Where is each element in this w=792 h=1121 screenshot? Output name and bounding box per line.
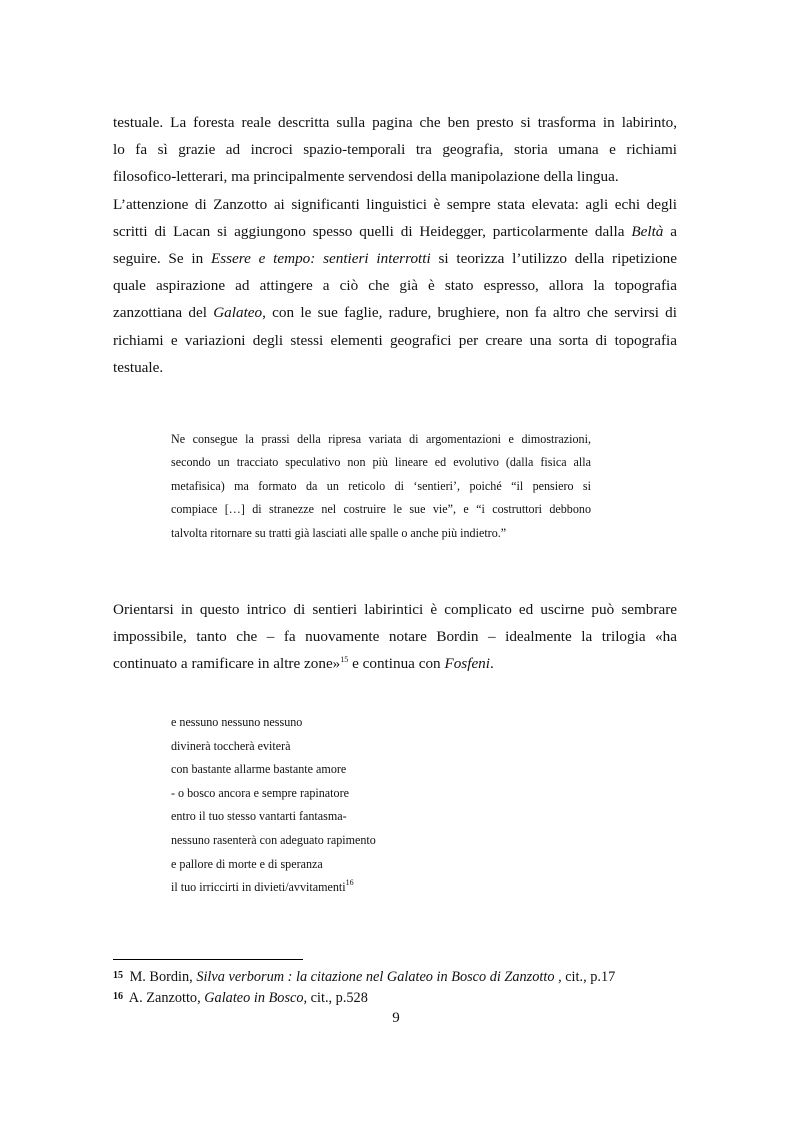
footnote-title: Silva verborum : la citazione nel Galateo in Bosco di Zanzotto , — [196, 969, 562, 985]
footnote-citation: cit., p.17 — [561, 969, 616, 985]
text-span: . — [490, 655, 494, 673]
poem-line: divinerà toccherà eviterà — [171, 738, 291, 753]
footnote-number: 16 — [113, 991, 123, 1002]
block-quote — [171, 428, 591, 545]
italic-title-essere-e-tempo: Essere e tempo: sentieri interrotti — [210, 250, 431, 268]
poem-line: con bastante allarme bastante amore — [171, 762, 347, 777]
poem-line: - o bosco ancora e sempre rapinatore — [171, 785, 349, 800]
quote-line: Ne consegue la prassi della ripresa variata di argomentazioni e dimostrazioni, — [171, 432, 591, 446]
text-line: Orientarsi in questo intrico di sentieri labirintici è complicato ed uscirne può sembrare — [113, 601, 677, 618]
poem-quote — [171, 711, 376, 900]
text-line: L’attenzione di Zanzotto ai significanti linguistici è sempre stata elevata: agli echi degli — [113, 195, 677, 213]
poem-line: entro il tuo stesso vantarti fantasma- — [171, 809, 347, 824]
footnote-citation: , cit., p.528 — [303, 990, 368, 1006]
italic-title-belta: Beltà — [631, 222, 664, 240]
italic-title-fosfeni: Fosfeni — [444, 655, 490, 673]
footnote-author: A. Zanzotto, — [126, 990, 205, 1006]
text-line — [113, 299, 677, 326]
text-span: il tuo irriccirti in divieti/avvitamenti — [171, 880, 346, 895]
footnote-author: M. Bordin, — [126, 969, 197, 985]
footnote-15 — [113, 966, 713, 987]
text-span: continuato a ramificare in altre zone» — [113, 655, 341, 673]
text-span: , con le sue faglie, radure, brughiere, non fa altro che servirsi di — [262, 304, 677, 322]
footnote-ref-15[interactable]: 15 — [340, 655, 349, 665]
footnote-16 — [113, 987, 713, 1008]
text-line: richiami e variazioni degli stessi elementi geografici per creare una sorta di topografia — [113, 331, 677, 349]
poem-line: e nessuno nessuno nessuno — [171, 715, 303, 729]
poem-line — [171, 876, 376, 900]
poem-line: e pallore di morte e di speranza — [171, 856, 323, 871]
poem-line: nessuno rasenterà con adeguato rapimento — [171, 832, 376, 847]
quote-line: metafisica) ma formato da un reticolo di ‘sentieri’, poiché “il pensiero si — [171, 478, 591, 493]
body-paragraph-1 — [113, 109, 677, 381]
text-span: zanzottiana del — [113, 304, 214, 322]
text-line: impossibile, tanto che – fa nuovamente notare Bordin – idealmente la trilogia «ha — [113, 628, 677, 646]
text-span: seguire. Se in — [113, 250, 211, 268]
footnote-separator — [113, 959, 303, 960]
text-line — [113, 245, 677, 272]
text-line: testuale. La foresta reale descritta sulla pagina che ben presto si trasforma in labirinto, — [113, 114, 677, 131]
text-line: lo fa sì grazie ad incroci spazio-temporali tra geografia, storia umana e richiami — [113, 141, 677, 159]
text-line: quale aspirazione ad attingere a ciò che già è stato espresso, allora la topografia — [113, 277, 677, 295]
footnotes — [113, 966, 713, 1008]
footnote-number: 15 — [113, 970, 123, 981]
footnote-title: Galateo in Bosco — [204, 990, 304, 1006]
quote-line: secondo un tracciato speculativo non più lineare ed evolutivo (dalla fisica alla — [171, 455, 591, 470]
footnote-ref-16[interactable]: 16 — [345, 878, 354, 888]
text-line — [113, 650, 677, 677]
text-line — [113, 218, 677, 245]
body-paragraph-2 — [113, 596, 677, 678]
quote-line: talvolta ritornare su tratti già lasciati alle spalle o anche più indietro.” — [171, 525, 507, 540]
text-line: testuale. — [113, 358, 164, 376]
italic-title-galateo: Galateo — [213, 304, 263, 322]
text-span: a — [663, 222, 678, 240]
text-span: scritti di Lacan si aggiungono spesso quelli di Heidegger, particolarmente dalla — [113, 222, 625, 240]
quote-line: compiace […] di stranezze nel costruire le sue vie”, e “i costruttori debbono — [171, 502, 591, 517]
page-number: 9 — [392, 1010, 400, 1026]
text-span: si teorizza l’utilizzo della ripetizione — [430, 250, 677, 268]
text-line: filosofico-letterari, ma principalmente servendosi della manipolazione della lingua. — [113, 168, 619, 186]
text-span: e continua con — [348, 655, 445, 673]
